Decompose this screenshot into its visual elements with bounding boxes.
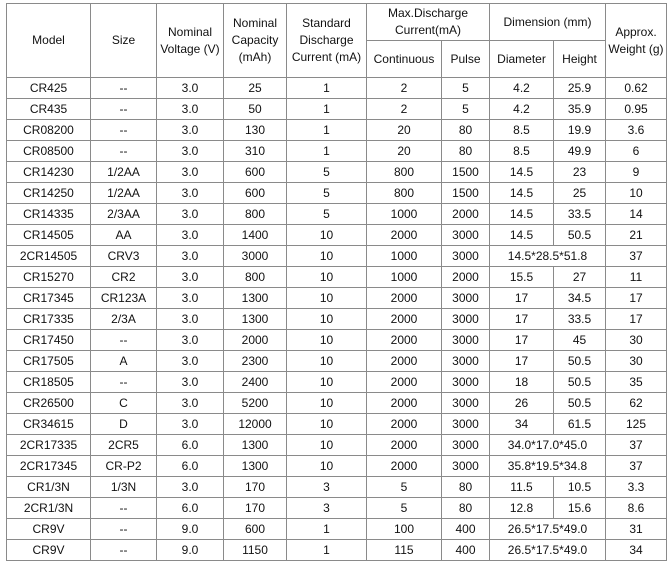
cell-diameter: 14.5 (490, 204, 554, 225)
cell-model: CR26500 (7, 393, 91, 414)
cell-model: CR15270 (7, 267, 91, 288)
cell-size: -- (91, 540, 157, 561)
cell-continuous: 2000 (367, 225, 442, 246)
cell-continuous: 2 (367, 78, 442, 99)
cell-size: 1/2AA (91, 162, 157, 183)
cell-model: CR14335 (7, 204, 91, 225)
cell-voltage: 3.0 (157, 288, 224, 309)
cell-voltage: 3.0 (157, 351, 224, 372)
cell-std-discharge: 10 (287, 351, 367, 372)
table-row (7, 519, 667, 540)
cell-pulse: 3000 (442, 414, 490, 435)
cell-diameter: 14.5 (490, 183, 554, 204)
cell-continuous: 2000 (367, 456, 442, 477)
cell-size: 2/3AA (91, 204, 157, 225)
cell-continuous: 2000 (367, 351, 442, 372)
cell-model: 2CR1/3N (7, 498, 91, 519)
table-row (7, 498, 667, 519)
cell-model: CR34615 (7, 414, 91, 435)
cell-height: 19.9 (554, 120, 606, 141)
cell-height: 27 (554, 267, 606, 288)
cell-diameter: 11.5 (490, 477, 554, 498)
cell-size: AA (91, 225, 157, 246)
cell-pulse: 80 (442, 498, 490, 519)
cell-voltage: 3.0 (157, 141, 224, 162)
cell-height: 10.5 (554, 477, 606, 498)
cell-continuous: 1000 (367, 246, 442, 267)
cell-pulse: 3000 (442, 372, 490, 393)
cell-std-discharge: 10 (287, 288, 367, 309)
cell-weight: 21 (606, 225, 667, 246)
cell-pulse: 400 (442, 540, 490, 561)
cell-capacity: 1300 (224, 456, 287, 477)
cell-weight: 3.6 (606, 120, 667, 141)
cell-weight: 9 (606, 162, 667, 183)
table-row (7, 330, 667, 351)
cell-size: -- (91, 330, 157, 351)
cell-size: -- (91, 498, 157, 519)
cell-weight: 10 (606, 183, 667, 204)
cell-continuous: 800 (367, 162, 442, 183)
cell-capacity: 600 (224, 519, 287, 540)
cell-voltage: 3.0 (157, 309, 224, 330)
cell-continuous: 2000 (367, 435, 442, 456)
cell-height: 23 (554, 162, 606, 183)
cell-capacity: 5200 (224, 393, 287, 414)
header-standard-discharge: Standard Discharge Current (mA) (287, 4, 367, 78)
cell-weight: 30 (606, 351, 667, 372)
cell-dimensions: 26.5*17.5*49.0 (490, 519, 606, 540)
cell-height: 50.5 (554, 225, 606, 246)
cell-size: 1/2AA (91, 183, 157, 204)
table-row (7, 288, 667, 309)
cell-voltage: 3.0 (157, 477, 224, 498)
cell-model: CR435 (7, 99, 91, 120)
cell-capacity: 170 (224, 477, 287, 498)
header-pulse: Pulse (442, 41, 490, 78)
cell-dimensions: 35.8*19.5*34.8 (490, 456, 606, 477)
battery-spec-table (6, 3, 667, 561)
spec-table-container (6, 3, 667, 561)
cell-capacity: 12000 (224, 414, 287, 435)
cell-continuous: 2000 (367, 393, 442, 414)
cell-capacity: 25 (224, 78, 287, 99)
header-dimension: Dimension (mm) (490, 4, 606, 41)
cell-capacity: 2300 (224, 351, 287, 372)
table-row (7, 393, 667, 414)
cell-voltage: 3.0 (157, 267, 224, 288)
cell-size: -- (91, 141, 157, 162)
cell-capacity: 800 (224, 267, 287, 288)
table-row (7, 78, 667, 99)
cell-height: 61.5 (554, 414, 606, 435)
header-max-discharge: Max.Discharge Current(mA) (367, 4, 490, 41)
cell-diameter: 17 (490, 288, 554, 309)
cell-std-discharge: 3 (287, 498, 367, 519)
cell-pulse: 3000 (442, 330, 490, 351)
cell-weight: 0.95 (606, 99, 667, 120)
cell-size: A (91, 351, 157, 372)
cell-pulse: 80 (442, 141, 490, 162)
header-nominal-voltage: Nominal Voltage (V) (157, 4, 224, 78)
cell-size: CR123A (91, 288, 157, 309)
cell-voltage: 3.0 (157, 183, 224, 204)
cell-model: CR08200 (7, 120, 91, 141)
cell-model: CR14250 (7, 183, 91, 204)
cell-height: 50.5 (554, 351, 606, 372)
cell-pulse: 1500 (442, 162, 490, 183)
cell-continuous: 2000 (367, 414, 442, 435)
cell-std-discharge: 1 (287, 540, 367, 561)
cell-diameter: 12.8 (490, 498, 554, 519)
cell-continuous: 115 (367, 540, 442, 561)
cell-pulse: 3000 (442, 351, 490, 372)
cell-continuous: 100 (367, 519, 442, 540)
cell-std-discharge: 10 (287, 309, 367, 330)
cell-weight: 62 (606, 393, 667, 414)
header-diameter: Diameter (490, 41, 554, 78)
cell-height: 35.9 (554, 99, 606, 120)
cell-weight: 11 (606, 267, 667, 288)
cell-weight: 14 (606, 204, 667, 225)
cell-size: -- (91, 78, 157, 99)
cell-pulse: 3000 (442, 435, 490, 456)
cell-voltage: 3.0 (157, 414, 224, 435)
cell-std-discharge: 1 (287, 120, 367, 141)
cell-diameter: 14.5 (490, 225, 554, 246)
cell-voltage: 6.0 (157, 435, 224, 456)
cell-continuous: 2 (367, 99, 442, 120)
cell-weight: 34 (606, 540, 667, 561)
table-row (7, 141, 667, 162)
cell-capacity: 130 (224, 120, 287, 141)
cell-continuous: 2000 (367, 330, 442, 351)
cell-height: 34.5 (554, 288, 606, 309)
cell-continuous: 1000 (367, 267, 442, 288)
cell-height: 33.5 (554, 204, 606, 225)
cell-weight: 0.62 (606, 78, 667, 99)
cell-std-discharge: 1 (287, 519, 367, 540)
cell-weight: 3.3 (606, 477, 667, 498)
cell-diameter: 4.2 (490, 99, 554, 120)
cell-weight: 37 (606, 435, 667, 456)
table-row (7, 309, 667, 330)
cell-weight: 17 (606, 309, 667, 330)
cell-diameter: 14.5 (490, 162, 554, 183)
cell-pulse: 400 (442, 519, 490, 540)
cell-std-discharge: 10 (287, 456, 367, 477)
cell-height: 25.9 (554, 78, 606, 99)
table-row (7, 351, 667, 372)
cell-pulse: 3000 (442, 309, 490, 330)
cell-voltage: 3.0 (157, 372, 224, 393)
cell-pulse: 80 (442, 477, 490, 498)
cell-size: 2/3A (91, 309, 157, 330)
cell-continuous: 2000 (367, 372, 442, 393)
cell-weight: 31 (606, 519, 667, 540)
cell-capacity: 50 (224, 99, 287, 120)
cell-std-discharge: 10 (287, 393, 367, 414)
cell-std-discharge: 10 (287, 267, 367, 288)
cell-capacity: 2400 (224, 372, 287, 393)
cell-diameter: 8.5 (490, 141, 554, 162)
cell-height: 33.5 (554, 309, 606, 330)
cell-model: CR17450 (7, 330, 91, 351)
cell-capacity: 1300 (224, 309, 287, 330)
cell-pulse: 5 (442, 78, 490, 99)
cell-dimensions: 26.5*17.5*49.0 (490, 540, 606, 561)
cell-model: CR08500 (7, 141, 91, 162)
cell-pulse: 3000 (442, 225, 490, 246)
table-row (7, 99, 667, 120)
cell-capacity: 3000 (224, 246, 287, 267)
cell-size: 2CR5 (91, 435, 157, 456)
cell-size: -- (91, 519, 157, 540)
cell-std-discharge: 10 (287, 435, 367, 456)
cell-model: CR14230 (7, 162, 91, 183)
cell-capacity: 2000 (224, 330, 287, 351)
header-approx-weight: Approx. Weight (g) (606, 4, 667, 78)
table-row (7, 246, 667, 267)
cell-height: 25 (554, 183, 606, 204)
cell-model: CR1/3N (7, 477, 91, 498)
cell-voltage: 9.0 (157, 519, 224, 540)
cell-size: -- (91, 120, 157, 141)
cell-height: 45 (554, 330, 606, 351)
cell-diameter: 8.5 (490, 120, 554, 141)
cell-weight: 8.6 (606, 498, 667, 519)
cell-voltage: 9.0 (157, 540, 224, 561)
cell-model: CR17345 (7, 288, 91, 309)
cell-diameter: 17 (490, 351, 554, 372)
cell-pulse: 3000 (442, 246, 490, 267)
table-row (7, 477, 667, 498)
cell-height: 49.9 (554, 141, 606, 162)
cell-pulse: 2000 (442, 204, 490, 225)
cell-diameter: 26 (490, 393, 554, 414)
cell-voltage: 3.0 (157, 246, 224, 267)
table-row (7, 540, 667, 561)
cell-voltage: 3.0 (157, 225, 224, 246)
cell-weight: 6 (606, 141, 667, 162)
cell-std-discharge: 5 (287, 162, 367, 183)
cell-model: CR9V (7, 540, 91, 561)
cell-capacity: 1400 (224, 225, 287, 246)
cell-std-discharge: 1 (287, 78, 367, 99)
cell-voltage: 3.0 (157, 162, 224, 183)
table-row (7, 456, 667, 477)
cell-diameter: 18 (490, 372, 554, 393)
cell-model: CR9V (7, 519, 91, 540)
cell-height: 50.5 (554, 372, 606, 393)
cell-capacity: 1300 (224, 435, 287, 456)
cell-voltage: 3.0 (157, 330, 224, 351)
cell-std-discharge: 10 (287, 372, 367, 393)
cell-height: 50.5 (554, 393, 606, 414)
cell-std-discharge: 10 (287, 225, 367, 246)
cell-continuous: 5 (367, 477, 442, 498)
table-row (7, 225, 667, 246)
cell-std-discharge: 5 (287, 183, 367, 204)
cell-voltage: 3.0 (157, 99, 224, 120)
cell-capacity: 600 (224, 183, 287, 204)
cell-model: 2CR17345 (7, 456, 91, 477)
cell-weight: 125 (606, 414, 667, 435)
cell-diameter: 34 (490, 414, 554, 435)
cell-std-discharge: 5 (287, 204, 367, 225)
cell-model: 2CR17335 (7, 435, 91, 456)
cell-std-discharge: 1 (287, 141, 367, 162)
cell-pulse: 3000 (442, 393, 490, 414)
cell-continuous: 20 (367, 120, 442, 141)
cell-size: CR-P2 (91, 456, 157, 477)
cell-voltage: 3.0 (157, 78, 224, 99)
cell-model: CR18505 (7, 372, 91, 393)
cell-model: 2CR14505 (7, 246, 91, 267)
cell-continuous: 2000 (367, 309, 442, 330)
cell-weight: 35 (606, 372, 667, 393)
cell-size: -- (91, 372, 157, 393)
cell-continuous: 5 (367, 498, 442, 519)
cell-weight: 30 (606, 330, 667, 351)
cell-std-discharge: 1 (287, 99, 367, 120)
table-row (7, 120, 667, 141)
cell-continuous: 2000 (367, 288, 442, 309)
cell-capacity: 1150 (224, 540, 287, 561)
cell-weight: 37 (606, 456, 667, 477)
cell-height: 15.6 (554, 498, 606, 519)
cell-continuous: 20 (367, 141, 442, 162)
table-row (7, 372, 667, 393)
cell-model: CR425 (7, 78, 91, 99)
cell-voltage: 3.0 (157, 204, 224, 225)
table-row (7, 414, 667, 435)
cell-model: CR17335 (7, 309, 91, 330)
cell-std-discharge: 10 (287, 414, 367, 435)
header-model: Model (7, 4, 91, 78)
cell-voltage: 6.0 (157, 498, 224, 519)
header-size: Size (91, 4, 157, 78)
header-nominal-capacity: Nominal Capacity (mAh) (224, 4, 287, 78)
cell-pulse: 5 (442, 99, 490, 120)
cell-size: D (91, 414, 157, 435)
cell-dimensions: 14.5*28.5*51.8 (490, 246, 606, 267)
cell-diameter: 17 (490, 309, 554, 330)
table-row (7, 162, 667, 183)
cell-pulse: 1500 (442, 183, 490, 204)
cell-size: CRV3 (91, 246, 157, 267)
cell-continuous: 800 (367, 183, 442, 204)
cell-pulse: 3000 (442, 456, 490, 477)
table-row (7, 435, 667, 456)
cell-voltage: 3.0 (157, 120, 224, 141)
cell-pulse: 2000 (442, 267, 490, 288)
cell-model: CR14505 (7, 225, 91, 246)
cell-voltage: 3.0 (157, 393, 224, 414)
cell-capacity: 600 (224, 162, 287, 183)
table-body (7, 78, 667, 561)
cell-capacity: 170 (224, 498, 287, 519)
cell-pulse: 80 (442, 120, 490, 141)
cell-dimensions: 34.0*17.0*45.0 (490, 435, 606, 456)
cell-pulse: 3000 (442, 288, 490, 309)
table-row (7, 204, 667, 225)
cell-capacity: 310 (224, 141, 287, 162)
cell-size: CR2 (91, 267, 157, 288)
cell-continuous: 1000 (367, 204, 442, 225)
cell-weight: 37 (606, 246, 667, 267)
cell-voltage: 6.0 (157, 456, 224, 477)
cell-std-discharge: 10 (287, 246, 367, 267)
cell-size: C (91, 393, 157, 414)
cell-diameter: 17 (490, 330, 554, 351)
header-continuous: Continuous (367, 41, 442, 78)
cell-weight: 17 (606, 288, 667, 309)
cell-capacity: 800 (224, 204, 287, 225)
cell-model: CR17505 (7, 351, 91, 372)
header-height: Height (554, 41, 606, 78)
table-row (7, 267, 667, 288)
cell-std-discharge: 3 (287, 477, 367, 498)
cell-diameter: 15.5 (490, 267, 554, 288)
cell-capacity: 1300 (224, 288, 287, 309)
cell-size: -- (91, 99, 157, 120)
cell-std-discharge: 10 (287, 330, 367, 351)
table-row (7, 183, 667, 204)
cell-diameter: 4.2 (490, 78, 554, 99)
cell-size: 1/3N (91, 477, 157, 498)
